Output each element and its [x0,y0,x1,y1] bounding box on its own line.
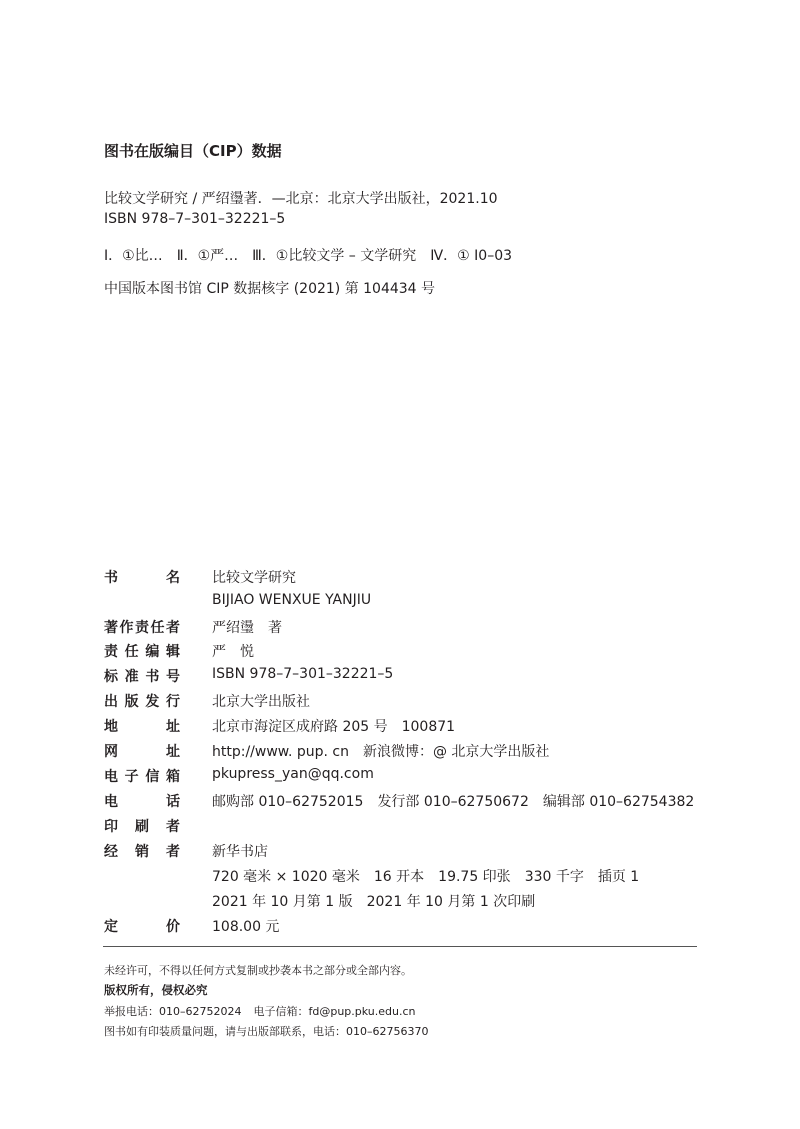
copyright-notice: 未经许可，不得以任何方式复制或抄袭本书之部分或全部内容。 [104,964,412,977]
spec-format: 16 开本 [373,869,425,885]
cip-class-1: Ⅰ．①比… [104,248,163,264]
address-value: 北京市海淀区成府路 205 号 100871 [212,719,456,735]
printer-label: 印 刷 者 [104,819,180,835]
cip-record-number: 中国版本图书馆 CIP 数据核字 (2021) 第 104434 号 [104,281,436,297]
publisher-value: 北京大学出版社 [212,694,310,710]
cip-title-line: 比较文学研究 / 严绍璗著．—北京：北京大学出版社，2021.10 [104,191,498,207]
cip-heading: 图书在版编目（CIP）数据 [104,142,282,160]
isbn-label: 标 准 书 号 [104,669,180,685]
email-value[interactable]: pkupress_yan@qq.com [212,766,374,782]
author-role: 著 [268,620,282,636]
cip-isbn: ISBN 978–7–301–32221–5 [104,211,286,227]
author-name: 严绍璗 [212,620,254,636]
author-value [212,617,282,637]
editor-label: 责 任 编 辑 [104,644,180,660]
website-url[interactable]: http://www. pup. cn [212,744,349,760]
edition-line [212,891,535,911]
divider-rule [103,946,697,947]
address-label: 地 址 [104,719,180,735]
price-label: 定 价 [104,919,180,935]
cip-classification [104,245,526,265]
distributor-value: 新华书店 [212,844,268,860]
weibo-handle: 新浪微博：@ 北京大学出版社 [362,744,550,760]
quality-notice: 图书如有印装质量问题，请与出版部联系，电话：010–62756370 [104,1025,429,1038]
phone-label: 电 话 [104,794,180,810]
website-value [212,741,549,761]
author-label: 著 作 责 任 者 [104,620,180,636]
rights-reserved: 版权所有，侵权必究 [104,983,208,997]
phone-value [212,791,694,811]
spec-words: 330 千字 [524,869,584,885]
phone-distribution: 发行部 010–62750672 [377,794,529,810]
website-label: 网 址 [104,744,180,760]
title-value: 比较文学研究 [212,570,296,586]
cip-class-4: Ⅳ．① I0–03 [430,248,513,264]
spec-plates: 插页 1 [597,869,640,885]
edition-value: 2021 年 10 月第 1 版 [212,894,353,910]
cip-class-3: Ⅲ．①比较文学 – 文学研究 [252,248,417,264]
phone-editorial: 编辑部 010–62754382 [542,794,695,810]
price-value: 108.00 元 [212,919,280,935]
title-pinyin: BIJIAO WENXUE YANJIU [212,592,372,608]
phone-mail-order: 邮购部 010–62752015 [212,794,364,810]
report-phone: 举报电话：010–62752024 [104,1005,242,1018]
cip-class-2: Ⅱ．①严… [176,248,239,264]
email-label: 电 子 信 箱 [104,769,180,785]
report-email[interactable]: 电子信箱：fd@pup.pku.edu.cn [253,1005,416,1018]
publisher-label: 出 版 发 行 [104,694,180,710]
distributor-label: 经 销 者 [104,844,180,860]
printing-value: 2021 年 10 月第 1 次印刷 [366,894,536,910]
spec-size: 720 毫米 × 1020 毫米 [212,869,360,885]
editor-value: 严 悦 [212,644,254,660]
report-line [104,1003,416,1019]
isbn-value: ISBN 978–7–301–32221–5 [212,666,394,682]
spec-sheets: 19.75 印张 [438,869,511,885]
title-label: 书 名 [104,570,180,586]
specs-line [212,866,639,886]
